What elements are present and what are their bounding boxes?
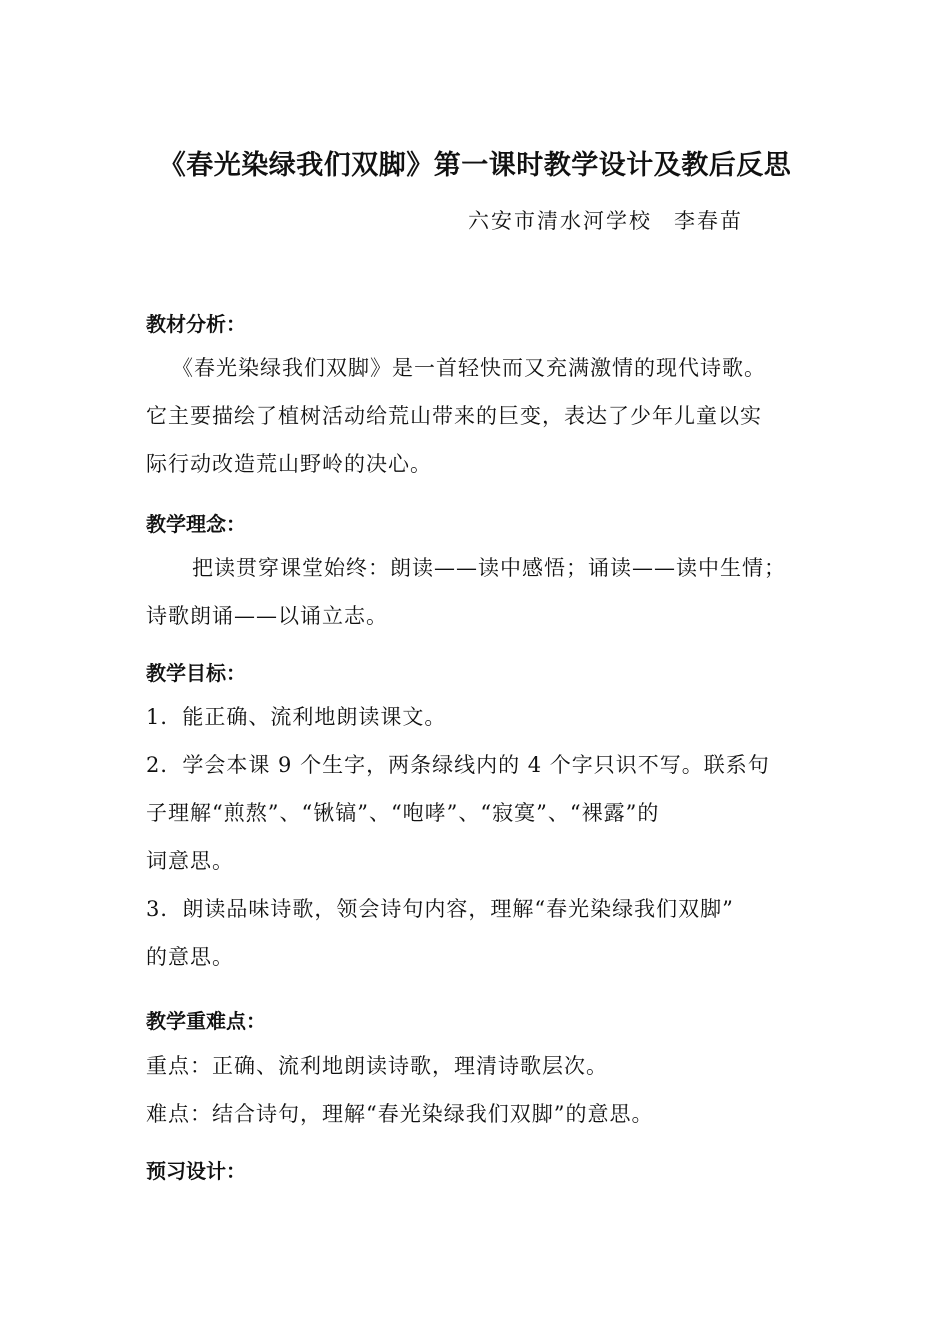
analysis-line-3: 际行动改造荒山野岭的决心。 [146, 452, 432, 476]
heading-key-points: 教学重难点： [146, 1009, 266, 1033]
key-point-line-1: 重点：正确、流利地朗读诗歌，理清诗歌层次。 [146, 1054, 608, 1078]
paragraph-key-points [146, 1042, 826, 1138]
heading-preview: 预习设计： [146, 1159, 246, 1183]
goals-line-5: 3．朗读品味诗歌，领会诗句内容，理解“春光染绿我们双脚” [146, 897, 734, 921]
analysis-line-2: 它主要描绘了植树活动给荒山带来的巨变，表达了少年儿童以实 [146, 404, 762, 428]
author-name: 李春苗 [674, 209, 743, 233]
heading-analysis: 教材分析： [146, 312, 246, 336]
key-point-line-2: 难点：结合诗句，理解“春光染绿我们双脚”的意思。 [146, 1102, 654, 1126]
paragraph-concept [146, 544, 826, 640]
paragraph-goals [146, 693, 826, 981]
author-school: 六安市清水河学校 [468, 209, 652, 233]
concept-line-2: 诗歌朗诵——以诵立志。 [146, 604, 388, 628]
goals-line-4: 词意思。 [146, 849, 234, 873]
goals-line-2: 2．学会本课 9 个生字，两条绿线内的 4 个字只识不写。联系句 [146, 753, 770, 777]
analysis-line-1: 《春光染绿我们双脚》是一首轻快而又充满激情的现代诗歌。 [172, 356, 766, 380]
goals-line-1: 1．能正确、流利地朗读课文。 [146, 705, 447, 729]
goals-line-3: 子理解“煎熬”、“锹镐”、“咆哮”、“寂寞”、“裸露”的 [146, 801, 660, 825]
concept-line-1: 把读贯穿课堂始终：朗读——读中感悟；诵读——读中生情； [192, 556, 786, 580]
heading-concept: 教学理念： [146, 512, 246, 536]
document-title: 《春光染绿我们双脚》第一课时教学设计及教后反思 [158, 150, 792, 181]
heading-goals: 教学目标： [146, 661, 246, 685]
paragraph-analysis [146, 344, 826, 488]
author-line [468, 205, 743, 235]
goals-line-6: 的意思。 [146, 945, 234, 969]
